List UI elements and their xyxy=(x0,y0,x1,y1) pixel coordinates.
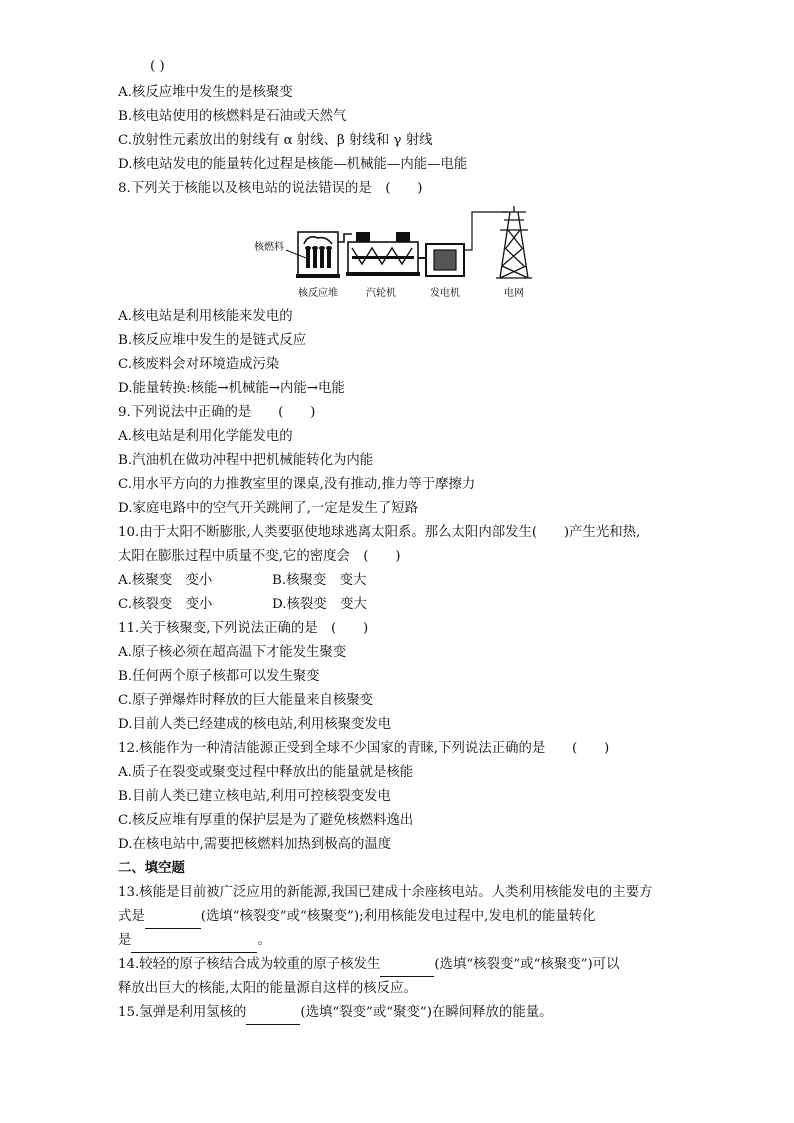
turbine-label: 汽轮机 xyxy=(366,288,396,299)
q7-option-a: A.核反应堆中发生的是核聚变 xyxy=(118,85,293,100)
q12-option-b: B.目前人类已建立核电站,利用可控核裂变发电 xyxy=(118,789,391,804)
q13-line3 xyxy=(118,932,271,953)
power-pylon-icon xyxy=(496,206,532,278)
q12-option-c: C.核反应堆有厚重的保护层是为了避免核燃料逸出 xyxy=(118,813,414,828)
q14-line1-prefix: 14.较轻的原子核结合成为较重的原子核发生 xyxy=(118,957,381,972)
q13-line2 xyxy=(118,908,596,929)
q8-stem: 8.下列关于核能以及核电站的说法错误的是 ( ) xyxy=(118,181,423,196)
generator-icon xyxy=(426,244,464,276)
q7-option-b: B.核电站使用的核燃料是石油或天然气 xyxy=(118,109,347,124)
q11-option-c: C.原子弹爆炸时释放的巨大能量来自核聚变 xyxy=(118,693,374,708)
q9-option-c: C.用水平方向的力推教室里的课桌,没有推动,推力等于摩擦力 xyxy=(118,477,476,492)
q12-stem: 12.核能作为一种清洁能源正受到全球不少国家的青睐,下列说法正确的是 ( ) xyxy=(118,741,610,756)
section-heading-fill-in: 二、填空题 xyxy=(118,861,185,876)
q13-blank-1[interactable] xyxy=(145,910,201,929)
q13-line3-suffix: 。 xyxy=(257,933,271,948)
reactor-icon xyxy=(296,232,340,278)
q13-line2-suffix: (选填“核裂变”或“核聚变”);利用核能发电过程中,发电机的能量转化 xyxy=(200,909,596,924)
q10-option-c: C.核裂变 变小 xyxy=(118,597,213,612)
generator-label: 发电机 xyxy=(430,288,460,299)
q14-line1 xyxy=(118,956,619,977)
fuel-label: 核燃料 xyxy=(254,242,284,253)
q12-option-d: D.在核电站中,需要把核燃料加热到极高的温度 xyxy=(118,837,392,852)
q12-option-a: A.质子在裂变或聚变过程中释放出的能量就是核能 xyxy=(118,765,414,780)
q10-stem-line1: 10.由于太阳不断膨胀,人类要驱使地球逃离太阳系。那么太阳内部发生( )产生光和热, xyxy=(118,525,641,540)
q14-blank-1[interactable] xyxy=(380,958,434,977)
q10-option-a: A.核聚变 变小 xyxy=(118,573,213,588)
q10-option-b: B.核聚变 变大 xyxy=(272,573,367,588)
q8-option-c: C.核废料会对环境造成污染 xyxy=(118,357,280,372)
q9-stem: 9.下列说法中正确的是 ( ) xyxy=(118,405,316,420)
q8-option-b: B.核反应堆中发生的是链式反应 xyxy=(118,333,307,348)
q11-stem: 11.关于核聚变,下列说法正确的是 ( ) xyxy=(118,621,369,636)
q15-line1 xyxy=(118,1004,553,1025)
q9-option-d: D.家庭电路中的空气开关跳闸了,一定是发生了短路 xyxy=(118,501,418,516)
turbine-icon xyxy=(346,232,420,276)
q9-option-b: B.汽油机在做功冲程中把机械能转化为内能 xyxy=(118,453,374,468)
q7-answer-paren: ( ) xyxy=(150,59,165,74)
q9-option-a: A.核电站是利用化学能发电的 xyxy=(118,429,293,444)
q11-option-d: D.目前人类已经建成的核电站,利用核聚变发电 xyxy=(118,717,392,732)
q14-line1-suffix: (选填“核裂变”或“核聚变”)可以 xyxy=(434,957,620,972)
q11-option-b: B.任何两个原子核都可以发生聚变 xyxy=(118,669,320,684)
q8-option-a: A.核电站是利用核能来发电的 xyxy=(118,309,293,324)
reactor-label: 核反应堆 xyxy=(298,288,338,299)
q15-blank-1[interactable] xyxy=(246,1006,300,1025)
q13-blank-2[interactable] xyxy=(131,934,257,953)
q7-option-d: D.核电站发电的能量转化过程是核能—机械能—内能—电能 xyxy=(118,157,468,172)
q14-line2: 释放出巨大的核能,太阳的能量源自这样的核反应。 xyxy=(118,981,417,996)
q13-line2-prefix: 式是 xyxy=(118,909,145,924)
q15-line1-suffix: (选填“裂变”或“聚变”)在瞬间释放的能量。 xyxy=(300,1005,553,1020)
q10-stem-line2: 太阳在膨胀过程中质量不变,它的密度会 ( ) xyxy=(118,549,401,564)
q13-line3-prefix: 是 xyxy=(118,933,132,948)
q7-option-c: C.放射性元素放出的射线有 α 射线、β 射线和 γ 射线 xyxy=(118,133,433,148)
q15-line1-prefix: 15.氢弹是利用氢核的 xyxy=(118,1005,247,1020)
q11-option-a: A.原子核必须在超高温下才能发生聚变 xyxy=(118,645,347,660)
nuclear-plant-diagram xyxy=(252,204,552,304)
q8-option-d: D.能量转换:核能→机械能→内能→电能 xyxy=(118,381,345,396)
q13-line1: 13.核能是目前被广泛应用的新能源,我国已建成十余座核电站。人类利用核能发电的主要方 xyxy=(118,885,653,900)
grid-label: 电网 xyxy=(504,288,524,299)
q10-option-d: D.核裂变 变大 xyxy=(272,597,367,612)
